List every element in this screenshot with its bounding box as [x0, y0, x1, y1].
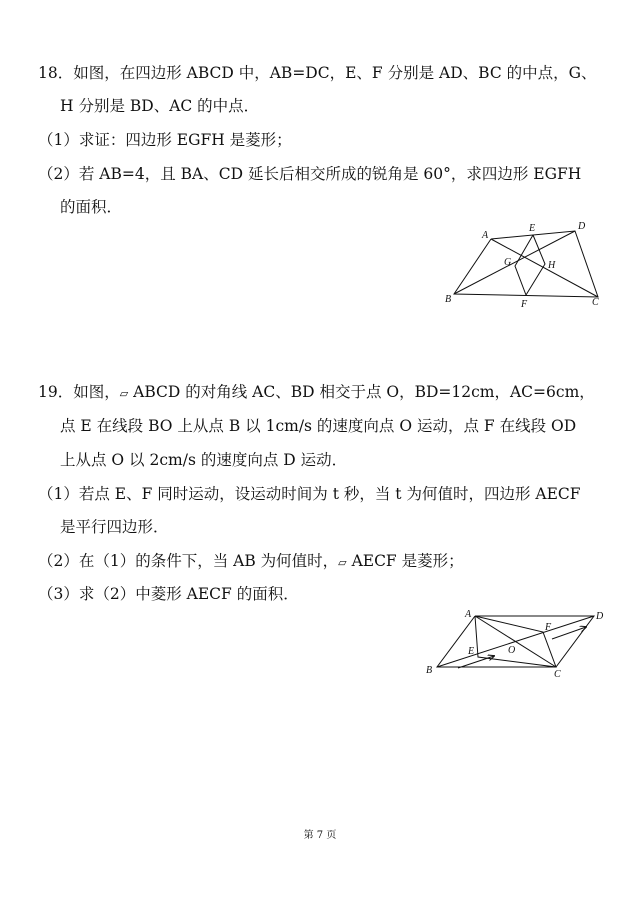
q19-arrow-e	[458, 656, 494, 668]
q18-quadrilateral	[454, 231, 598, 297]
q19-label-d: D	[596, 611, 604, 622]
q19-part3: （3）求（2）中菱形 AECF 的面积．	[38, 585, 299, 603]
q19-line2: 点 E 在线段 BO 上从点 B 以 1cm/s 的速度向点 O 运动，点 F 在线段 OD	[60, 417, 577, 435]
q18-label-g: G	[504, 257, 512, 268]
q18-part2: （2）若 AB=4，且 BA、CD 延长后相交所成的锐角是 60°，求四边形 EGFH	[38, 165, 582, 183]
q18-line2: H 分别是 BD、AC 的中点．	[60, 97, 260, 115]
q19-line3: 上从点 O 以 2cm/s 的速度向点 D 运动．	[60, 451, 348, 469]
q19-label-b: B	[426, 665, 433, 676]
q18-label-b: B	[445, 294, 452, 305]
q18-label-a: A	[482, 230, 489, 241]
q18-figure	[440, 215, 615, 319]
q18-label-c: C	[592, 297, 599, 308]
q19-label-a: A	[465, 609, 472, 620]
q19-diagonal-bd	[437, 616, 594, 667]
q19-line5: 是平行四边形．	[60, 518, 169, 536]
q19-figure	[420, 605, 610, 689]
q19-line1-post: ABCD 的对角线 AC、BD 相交于点 O，BD=12cm，AC=6cm，	[128, 383, 595, 401]
q18-label-d: D	[578, 221, 586, 232]
q19-line1	[38, 381, 595, 405]
q18-label-f: F	[521, 299, 528, 310]
q19-part2-post: AECF 是菱形；	[346, 552, 464, 570]
q18-diagonal-ac	[491, 239, 598, 297]
q18-part1: （1）求证：四边形 EGFH 是菱形；	[38, 131, 292, 149]
q19-label-e: E	[468, 646, 475, 657]
q18-line5: 的面积．	[60, 198, 123, 216]
q19-label-c: C	[554, 669, 561, 680]
q19-line1-pre: 19．如图，	[38, 383, 120, 401]
q19-label-f: F	[545, 622, 552, 633]
q19-label-o: O	[508, 645, 516, 656]
parallelogram-symbol: ▱	[119, 387, 129, 400]
q19-part1: （1）若点 E、F 同时运动，设运动时间为 t 秒，当 t 为何值时，四边形 AECF	[38, 485, 581, 503]
q19-part2-pre: （2）在（1）的条件下，当 AB 为何值时，	[38, 552, 339, 570]
q18-quad-egfh	[515, 235, 545, 295]
page-number: 第 7 页	[303, 830, 337, 841]
parallelogram-symbol: ▱	[338, 556, 347, 569]
q18-diagonal-bd	[454, 231, 575, 294]
q19-part2	[38, 550, 464, 574]
q18-label-h: H	[548, 260, 556, 271]
q18-label-e: E	[529, 223, 536, 234]
q18-line1: 18．如图，在四边形 ABCD 中，AB=DC，E、F 分别是 AD、BC 的中点，G、	[38, 64, 597, 82]
